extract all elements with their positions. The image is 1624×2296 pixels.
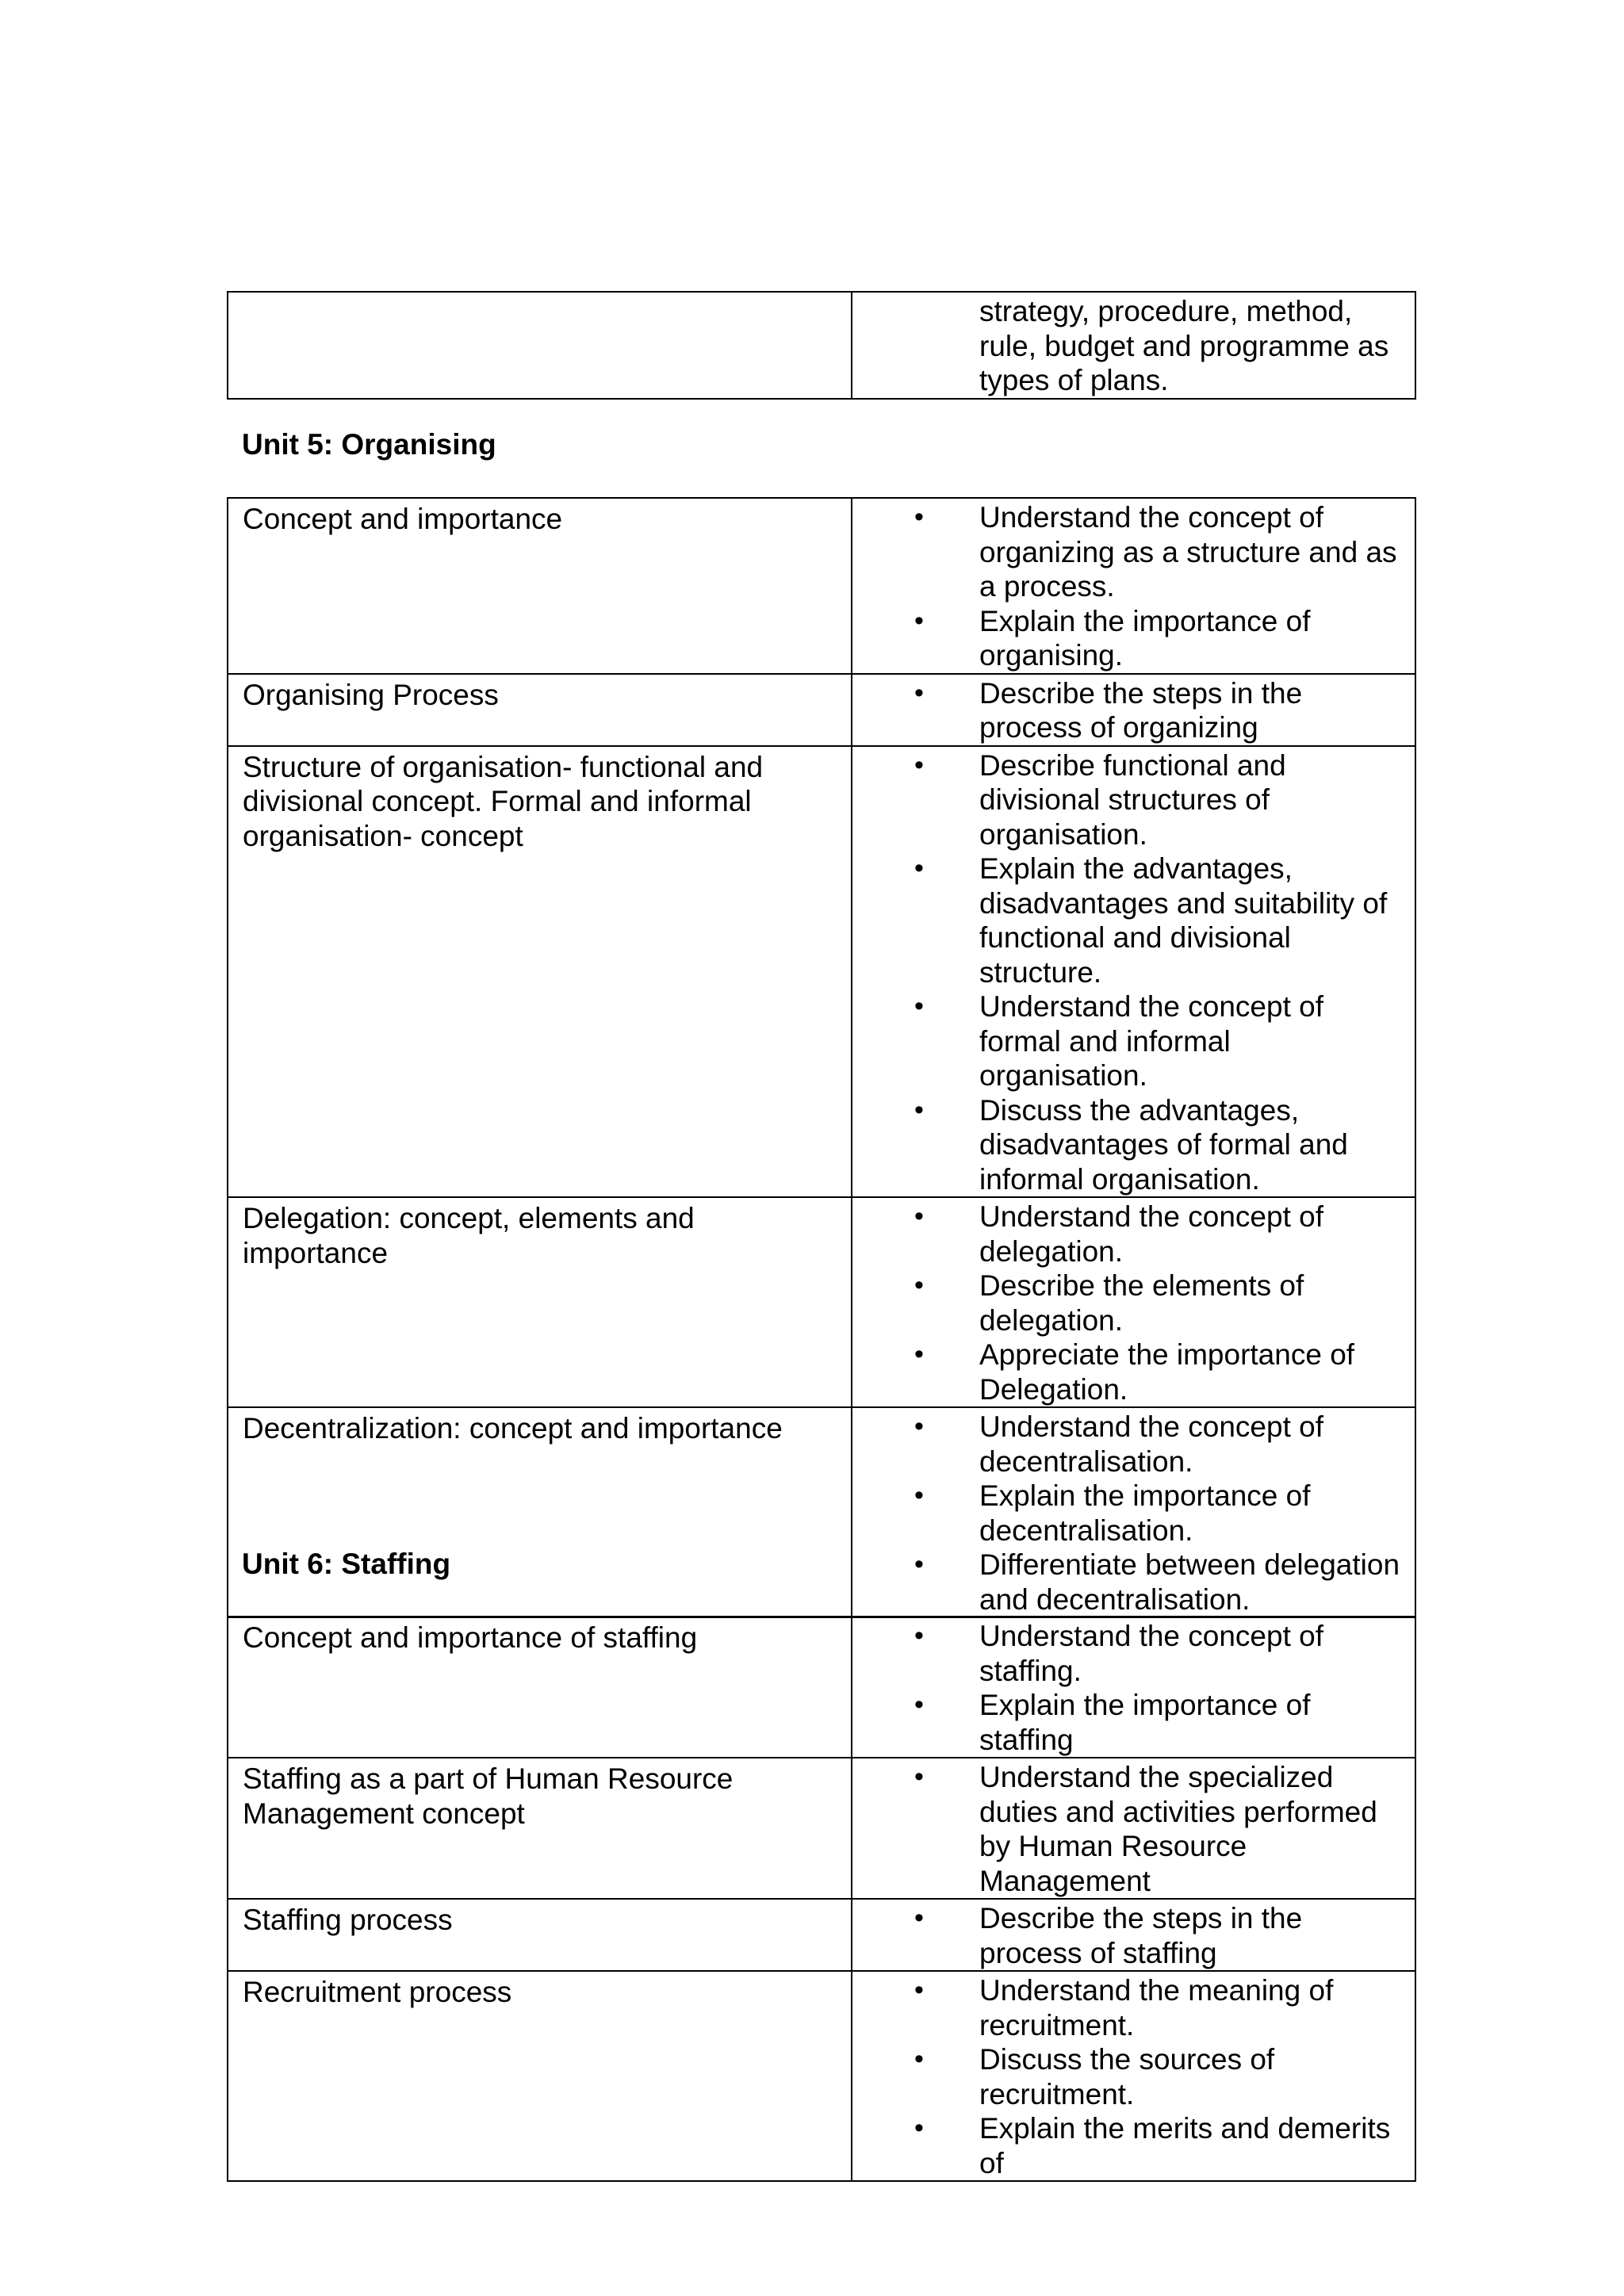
list-item: • Describe the steps in the process of staffing: [852, 1901, 1404, 1970]
topic-cell: Recruitment process: [228, 1971, 852, 2181]
list-item: • Understand the meaning of recruitment.: [852, 1973, 1404, 2042]
list-item: • Explain the importance of decentralisation.: [852, 1479, 1404, 1548]
outcome-list: [852, 1901, 1404, 1970]
outcome-list: [852, 1973, 1404, 2180]
list-item: • Describe functional and divisional structures of organisation.: [852, 748, 1404, 852]
table-row: [228, 1617, 1415, 1758]
topic-cell: Delegation: concept, elements and importance: [228, 1197, 852, 1407]
list-item: • Understand the concept of staffing.: [852, 1619, 1404, 1688]
list-item: • Explain the importance of staffing: [852, 1688, 1404, 1757]
outcome-cell: [852, 674, 1415, 746]
list-item: • Explain the merits and demerits of: [852, 2111, 1404, 2180]
table-row: [228, 498, 1415, 674]
unit6-heading: Unit 6: Staffing: [242, 1548, 451, 1580]
topic-cell: Organising Process: [228, 674, 852, 746]
list-item: • Explain the importance of organising.: [852, 604, 1404, 673]
table-row: [228, 674, 1415, 746]
continuation-table: [227, 291, 1416, 400]
outcome-list: [852, 1760, 1404, 1898]
table-row: [228, 1899, 1415, 1971]
outcome-list: [852, 1619, 1404, 1757]
list-item: • Understand the concept of delegation.: [852, 1200, 1404, 1269]
topic-cell: Decentralization: concept and importance: [228, 1407, 852, 1617]
outcome-cell: [852, 1971, 1415, 2181]
list-item: • Discuss the sources of recruitment.: [852, 2042, 1404, 2111]
table-row: [228, 1407, 1415, 1617]
table-row: [228, 746, 1415, 1198]
list-item: • Describe the steps in the process of organizing: [852, 676, 1404, 745]
outcome-cell: [852, 1758, 1415, 1899]
outcome-cell: [852, 292, 1415, 399]
outcome-cell: [852, 1617, 1415, 1758]
unit5-table: [227, 497, 1416, 1618]
topic-cell: Structure of organisation- functional and divisional concept. Formal and informal organisation- concept: [228, 746, 852, 1198]
table-row: [228, 1971, 1415, 2181]
unit6-table: [227, 1616, 1416, 2182]
outcome-list: [852, 1200, 1404, 1406]
topic-cell: Staffing as a part of Human Resource Management concept: [228, 1758, 852, 1899]
list-item: • Differentiate between delegation and decentralisation.: [852, 1548, 1404, 1617]
outcome-list: [852, 500, 1404, 673]
outcome-list: [852, 748, 1404, 1197]
outcome-list: [852, 676, 1404, 745]
list-item: • Appreciate the importance of Delegation.: [852, 1337, 1404, 1406]
list-item: • Explain the advantages, disadvantages and suitability of functional and divisional structure.: [852, 851, 1404, 989]
unit5-heading: Unit 5: Organising: [242, 428, 496, 461]
list-item: • Discuss the advantages, disadvantages of formal and informal organisation.: [852, 1093, 1404, 1197]
outcome-cell: [852, 1407, 1415, 1617]
topic-cell: [228, 292, 852, 399]
topic-cell: Concept and importance of staffing: [228, 1617, 852, 1758]
list-item: • Understand the concept of organizing as a structure and as a process.: [852, 500, 1404, 604]
list-item: • Understand the specialized duties and activities performed by Human Resource Management: [852, 1760, 1404, 1898]
topic-cell: Concept and importance: [228, 498, 852, 674]
outcome-cell: [852, 1197, 1415, 1407]
list-item: • Understand the concept of decentralisation.: [852, 1410, 1404, 1479]
outcome-text: strategy, procedure, method, rule, budget and programme as types of plans.: [979, 295, 1389, 396]
table-row: [228, 1197, 1415, 1407]
topic-cell: Staffing process: [228, 1899, 852, 1971]
outcome-cell: [852, 1899, 1415, 1971]
table-row: [228, 292, 1415, 399]
list-item: • Understand the concept of formal and informal organisation.: [852, 989, 1404, 1093]
list-item: • Describe the elements of delegation.: [852, 1269, 1404, 1337]
outcome-cell: [852, 498, 1415, 674]
outcome-cell: [852, 746, 1415, 1198]
table-row: [228, 1758, 1415, 1899]
outcome-list: [852, 1410, 1404, 1617]
